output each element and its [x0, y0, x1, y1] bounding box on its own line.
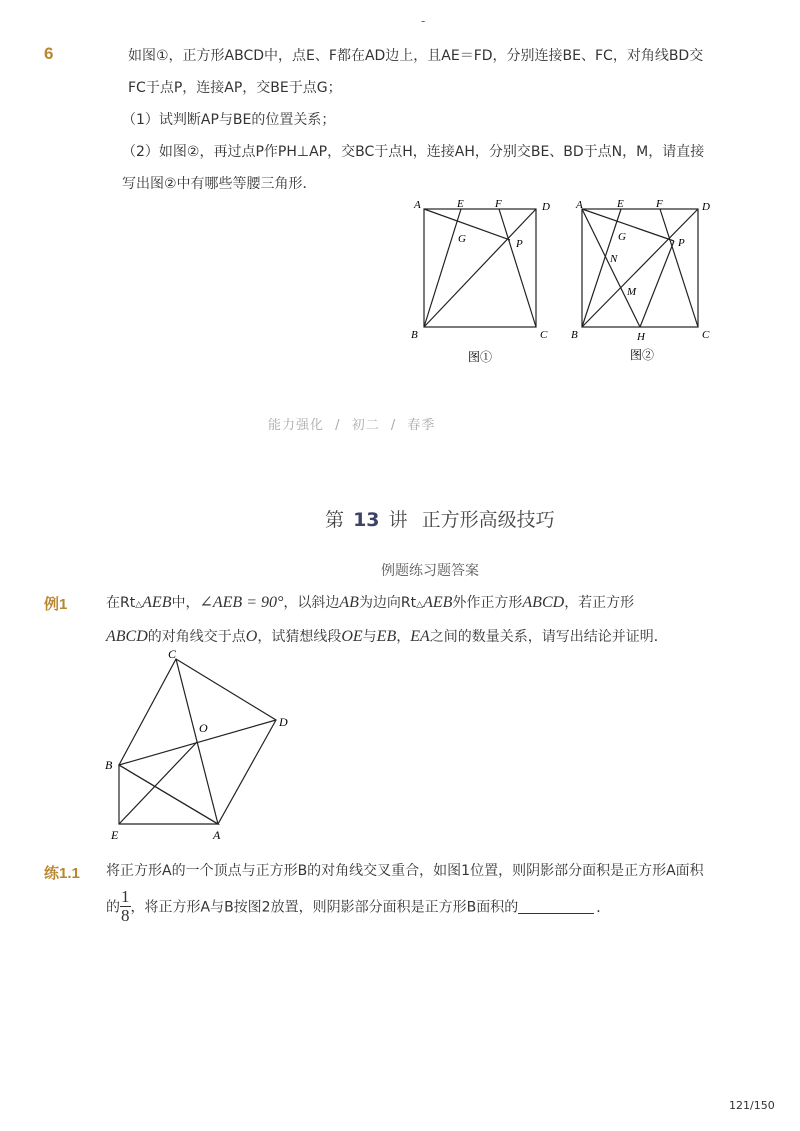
example-1-label: 例1 — [44, 596, 68, 613]
problem-6-line-5: 写出图②中有哪些等腰三角形． — [122, 176, 317, 192]
ex1-diagonal-ac — [176, 659, 218, 824]
course-sep-2: / — [390, 418, 397, 433]
fraction-one-eighth — [120, 888, 131, 925]
ex1-text-7: 的对角线交于点 — [147, 629, 246, 645]
practice-1-1-label: 练1.1 — [44, 865, 80, 882]
ex1-text-1: 在Rt — [106, 595, 136, 611]
fig1-segment-AP — [424, 209, 510, 240]
course-sep-1: / — [335, 418, 341, 433]
ex1-math-abcd-2: ABCD — [106, 628, 148, 645]
ex1-text-5: 外作正方形 — [452, 595, 523, 611]
fig2-segment-PH — [640, 241, 674, 327]
practice-1-1-line-2 — [106, 888, 746, 925]
fig2-label-M: M — [627, 286, 637, 298]
problem-6-text — [122, 40, 722, 200]
course-season: 春季 — [407, 418, 436, 433]
problem-6-line-3: （1）试判断AP与BE的位置关系； — [122, 112, 336, 128]
ex1-text-3: ，以斜边 — [283, 595, 340, 611]
fig1-caption: 图① — [468, 350, 493, 364]
ex1-triangle-2: △ — [416, 600, 424, 610]
fraction-numerator: 1 — [121, 887, 130, 906]
practice-1-1-line-1: 将正方形A的一个顶点与正方形B的对角线交叉重合，如图1位置，则阴影部分面积是正方形A面积 — [106, 863, 704, 879]
problem-6-number: 6 — [44, 44, 54, 63]
ex1-text-10: ， — [396, 629, 411, 645]
fig2-label-D: D — [702, 201, 710, 213]
ex1-label-E: E — [111, 828, 119, 842]
ex1-text-11: 之间的数量关系，请写出结论并证明． — [429, 629, 668, 645]
course-grade: 初二 — [351, 418, 380, 433]
fig1-diagonal-BD — [424, 209, 536, 327]
lecture-prefix: 第 — [325, 509, 345, 531]
fig2-caption: 图② — [630, 348, 655, 362]
fig1-label-G: G — [458, 233, 466, 245]
ex1-text-9: 与 — [362, 629, 377, 645]
fig2-label-G: G — [618, 231, 626, 243]
ex1-text-8: ，试猜想线段 — [257, 629, 342, 645]
figure-1-square-diagram — [400, 196, 560, 370]
fig2-segment-FC — [660, 209, 698, 327]
course-level: 能力强化 — [268, 418, 325, 433]
ex1-triangle-1: △ — [135, 600, 143, 610]
section-title: 例题练习题答案 — [381, 563, 479, 579]
example-1-line-1 — [106, 587, 746, 621]
page-number: 121/150 — [729, 1099, 775, 1112]
fig2-label-E: E — [617, 198, 624, 210]
ex1-math-oe: OE — [341, 628, 363, 645]
practice-1-1-end: ． — [596, 899, 611, 916]
ex1-label-D: D — [279, 715, 288, 729]
fraction-denominator: 8 — [121, 906, 130, 925]
fig1-label-C: C — [540, 329, 548, 341]
fig2-label-P: P — [678, 237, 685, 249]
fig2-label-H: H — [637, 331, 645, 343]
fig2-label-C: C — [702, 329, 710, 341]
fig2-label-N: N — [610, 253, 618, 265]
ex1-label-A: A — [213, 828, 221, 842]
ex1-text-2: 中， — [171, 595, 200, 611]
fig2-label-F: F — [656, 198, 663, 210]
fig1-label-D: D — [542, 201, 550, 213]
lecture-heading — [325, 505, 555, 532]
problem-6-line-2: FC于点P，连接AP，交BE于点G； — [128, 80, 342, 96]
practice-1-1-post: ，将正方形A与B按图2放置，则阴影部分面积是正方形B面积的 — [130, 899, 519, 916]
ex1-math-aeb-2: AEB — [423, 594, 453, 611]
fig1-segment-FC — [499, 209, 536, 327]
ex1-triangle-aeb — [119, 765, 218, 824]
ex1-math-aeb: AEB — [142, 594, 172, 611]
fig1-label-F: F — [495, 198, 502, 210]
lecture-suffix: 讲 — [388, 509, 408, 531]
fig1-segment-BE — [424, 209, 461, 327]
figure-2-square-diagram — [566, 196, 726, 370]
practice-1-1-text — [106, 856, 746, 925]
answer-blank[interactable] — [518, 899, 594, 914]
ex1-label-B: B — [105, 758, 113, 772]
fig1-label-B: B — [411, 329, 418, 341]
fig2-label-A: A — [576, 199, 583, 211]
ex1-math-eb: EB — [376, 628, 397, 645]
ex1-diagonal-bd — [119, 720, 276, 765]
example-1-figure — [100, 644, 300, 844]
ex1-label-O: O — [199, 721, 208, 735]
lecture-number: 13 — [353, 509, 380, 531]
practice-1-1-pre: 的 — [106, 899, 120, 916]
ex1-label-C: C — [168, 647, 177, 661]
ex1-text-6: ，若正方形 — [564, 595, 635, 611]
fig1-label-E: E — [457, 198, 464, 210]
ex1-math-abcd: ABCD — [522, 594, 565, 611]
ex1-math-o: O — [245, 628, 258, 645]
ex1-math-ea: EA — [410, 628, 430, 645]
course-footer-line — [268, 414, 435, 433]
top-mark: - — [421, 14, 426, 28]
fig2-segment-BE — [582, 209, 621, 327]
fig2-label-B: B — [571, 329, 578, 341]
ex1-math-angle: ∠AEB = 90° — [199, 594, 284, 611]
problem-6-line-1: 如图①，正方形ABCD中，点E、F都在AD边上，且AE＝FD，分别连接BE、FC，对角线BD交 — [128, 48, 704, 64]
fig2-diagonal-BD — [582, 209, 698, 327]
fig1-label-A: A — [414, 199, 421, 211]
lecture-title: 正方形高级技巧 — [421, 509, 555, 531]
fig1-label-P: P — [516, 238, 523, 250]
problem-6-line-4: （2）如图②，再过点P作PH⊥AP，交BC于点H，连接AH，分别交BE、BD于点N，M，请直接 — [122, 144, 705, 160]
ex1-text-4: 为边向Rt — [358, 595, 417, 611]
ex1-math-ab: AB — [339, 594, 359, 611]
